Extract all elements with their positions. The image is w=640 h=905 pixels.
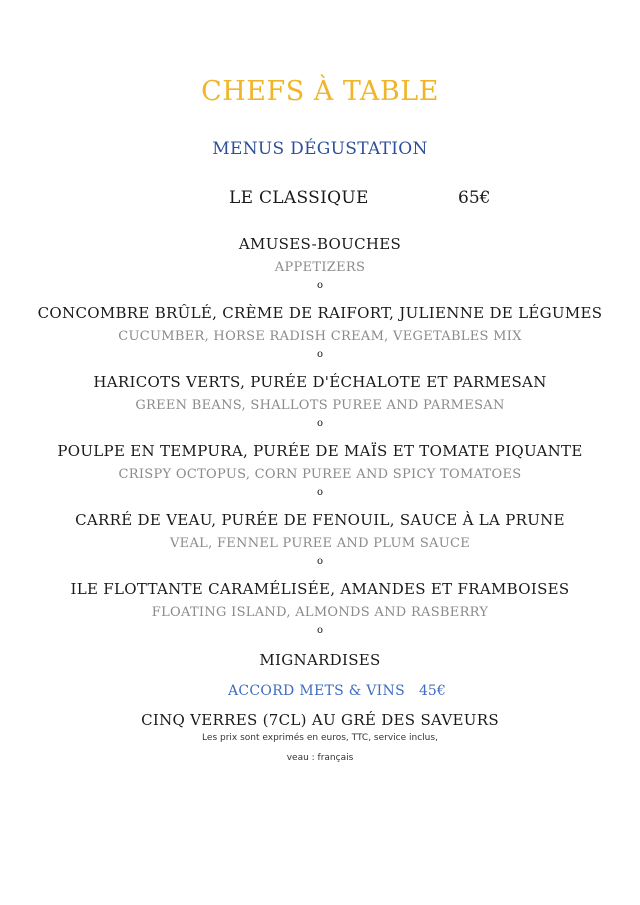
course-en: CUCUMBER, HORSE RADISH CREAM, VEGETABLES MIX (118, 329, 522, 344)
course-separator: o (316, 556, 324, 567)
origin-note: veau : français (286, 753, 354, 763)
restaurant-title: CHEFS À TABLE (201, 76, 439, 107)
course-en: FLOATING ISLAND, ALMONDS AND RASBERRY (151, 605, 489, 620)
wine-pairing (0, 683, 640, 705)
course-en: GREEN BEANS, SHALLOTS PUREE AND PARMESAN (135, 398, 505, 413)
menu-name: LE CLASSIQUE (229, 188, 369, 208)
course-separator: o (316, 487, 324, 498)
section-title: MENUS DÉGUSTATION (212, 139, 428, 159)
course-fr: POULPE EN TEMPURA, PURÉE DE MAÏS ET TOMATE PIQUANTE (57, 442, 583, 460)
course-en: APPETIZERS (274, 260, 366, 275)
menu-header (0, 188, 640, 212)
course-fr: AMUSES-BOUCHES (238, 235, 402, 253)
course-fr: CONCOMBRE BRÛLÉ, CRÈME DE RAIFORT, JULIENNE DE LÉGUMES (37, 304, 603, 322)
course-fr: CARRÉ DE VEAU, PURÉE DE FENOUIL, SAUCE À LA PRUNE (75, 511, 565, 529)
pairing-price: 45€ (419, 683, 446, 699)
menu-price: 65€ (458, 188, 491, 208)
course-separator: o (316, 349, 324, 360)
course-fr: ILE FLOTTANTE CARAMÉLISÉE, AMANDES ET FRAMBOISES (70, 580, 570, 598)
course-en: VEAL, FENNEL PUREE AND PLUM SAUCE (169, 536, 471, 551)
pairing-name: ACCORD METS & VINS (228, 683, 405, 699)
course-en: CRISPY OCTOPUS, CORN PUREE AND SPICY TOMATOES (118, 467, 522, 482)
pairing-description: CINQ VERRES (7CL) AU GRÉ DES SAVEURS (141, 711, 499, 729)
price-note: Les prix sont exprimés en euros, TTC, service inclus, (202, 733, 438, 743)
course-fr: HARICOTS VERTS, PURÉE D'ÉCHALOTE ET PARMESAN (93, 373, 547, 391)
course-separator: o (316, 418, 324, 429)
course-separator: o (316, 625, 324, 636)
mignardises: MIGNARDISES (259, 651, 381, 669)
course-separator: o (316, 280, 324, 291)
